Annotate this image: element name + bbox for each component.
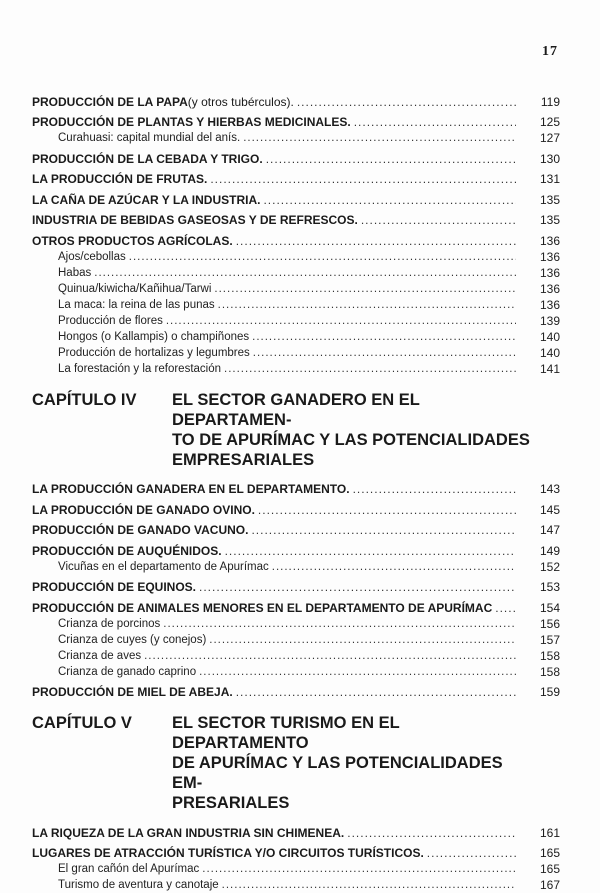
entry-page-number: 152 [539, 559, 560, 574]
entry-title: LA PRODUCCIÓN GANADERA EN EL DEPARTAMENTO. [32, 482, 350, 496]
dot-leader [163, 617, 516, 632]
dot-leader [222, 878, 516, 893]
entry-page-number: 130 [539, 151, 560, 166]
entry-title: PRODUCCIÓN DE LA PAPA [32, 94, 188, 109]
entry-page-number: 158 [539, 664, 560, 679]
toc-subentry [32, 664, 560, 680]
dot-leader [236, 685, 516, 700]
entry-page-number: 139 [539, 313, 560, 328]
entry-title: Vicuñas en el departamento de Apurímac [58, 560, 269, 573]
entry-page-number: 136 [539, 249, 560, 264]
toc-subentry [32, 329, 560, 345]
entry-page-number: 140 [539, 329, 560, 344]
entry-title: INDUSTRIA DE BEBIDAS GASEOSAS Y DE REFRESCOS. [32, 213, 358, 227]
toc-subentry [32, 249, 560, 265]
toc-entry [32, 167, 560, 188]
dot-leader [94, 266, 516, 281]
dot-leader [297, 95, 516, 110]
entry-title: LA RIQUEZA DE LA GRAN INDUSTRIA SIN CHIMENEA. [32, 825, 345, 840]
toc-entry [32, 595, 560, 616]
entry-title: LA PRODUCCIÓN DE FRUTAS. [32, 172, 208, 186]
entry-page-number: 131 [539, 172, 560, 186]
dot-leader [243, 131, 516, 146]
toc-entry [32, 820, 560, 841]
dot-leader [354, 115, 516, 130]
entry-page-number: 136 [539, 281, 560, 296]
entry-title-suffix: (y otros tubérculos). [187, 94, 294, 109]
entry-page-number: 135 [539, 192, 560, 207]
dot-leader [202, 862, 516, 877]
entry-title: LUGARES DE ATRACCIÓN TURÍSTICA Y/O CIRCUITOS TURÍSTICOS. [32, 846, 424, 860]
toc-entry [32, 228, 560, 249]
entry-page-number: 136 [539, 265, 560, 280]
toc-subentry [32, 616, 560, 632]
dot-leader [199, 665, 516, 680]
entry-page-number: 156 [539, 616, 560, 631]
entry-page-number: 141 [539, 361, 560, 376]
toc-subentry [32, 648, 560, 664]
entry-page-number: 145 [539, 502, 560, 517]
chapter-label: CAPÍTULO IV [32, 390, 137, 409]
dot-leader [144, 649, 516, 664]
entry-page-number: 136 [539, 297, 560, 312]
entry-page-number: 159 [539, 685, 560, 699]
dot-leader [210, 172, 516, 187]
entry-page-number: 154 [539, 600, 560, 615]
toc-entry [32, 538, 560, 559]
dot-leader [361, 213, 516, 228]
dot-leader [166, 314, 516, 329]
entry-title: Curahuasi: capital mundial del anís. [58, 132, 241, 144]
toc-entry [32, 110, 560, 131]
entry-title: LA PRODUCCIÓN DE GANADO OVINO. [32, 502, 255, 517]
entry-title: Crianza de ganado caprino [58, 665, 197, 678]
dot-leader [353, 482, 516, 497]
toc-entry [32, 518, 560, 539]
entry-page-number: 125 [539, 115, 560, 129]
chapter-label: CAPÍTULO V [32, 714, 132, 732]
entry-page-number: 153 [539, 580, 560, 594]
dot-leader [225, 544, 516, 559]
entry-title: Producción de flores [58, 314, 163, 327]
entry-title: LA CAÑA DE AZÚCAR Y LA INDUSTRIA. [32, 192, 261, 207]
entry-page-number: 149 [539, 543, 560, 558]
toc-subentry [32, 130, 560, 146]
entry-title: Crianza de cuyes (y conejos) [58, 633, 207, 646]
entry-title: Habas [58, 266, 92, 279]
entry-page-number: 119 [540, 94, 560, 109]
toc-subentry [32, 265, 560, 281]
dot-leader [199, 580, 516, 595]
dot-leader [129, 250, 516, 265]
chapter-title: EL SECTOR GANADERO EN EL DEPARTAMEN- TO DE APURÍMAC Y LAS POTENCIALIDADES EMPRESARIALES [172, 390, 530, 469]
entry-page-number: 140 [539, 345, 560, 360]
entry-title: La forestación y la reforestación [58, 362, 222, 375]
entry-title: PRODUCCIÓN DE LA CEBADA Y TRIGO. [32, 151, 263, 166]
dot-leader [272, 560, 516, 575]
entry-page-number: 165 [539, 862, 560, 876]
entry-title: PRODUCCIÓN DE MIEL DE ABEJA. [32, 685, 233, 699]
entry-title: PRODUCCIÓN DE ANIMALES MENORES EN EL DEPARTAMENTO DE APURÍMAC [32, 600, 493, 615]
toc-subentry [32, 345, 560, 361]
entry-title: Crianza de porcinos [58, 617, 161, 630]
dot-leader [251, 523, 516, 538]
toc-entry [32, 187, 560, 208]
toc-entry [32, 497, 560, 518]
entry-page-number: 147 [539, 523, 560, 537]
entry-title: Crianza de aves [58, 649, 142, 662]
entry-page-number: 143 [539, 482, 560, 496]
dot-leader [214, 282, 516, 297]
entry-title: Turismo de aventura y canotaje [58, 879, 219, 891]
dot-leader [253, 346, 516, 361]
entry-page-number: 165 [539, 846, 560, 860]
toc-subentry [32, 297, 560, 313]
toc-entry [32, 680, 560, 701]
chapter-heading [32, 713, 560, 813]
toc-entry [32, 146, 560, 167]
toc-subentry [32, 559, 560, 575]
toc-entry [32, 89, 560, 110]
chapter-heading [32, 390, 560, 470]
toc-subentry [32, 281, 560, 297]
page-number: 17 [542, 44, 558, 59]
toc-entry [32, 841, 560, 862]
entry-page-number: 127 [539, 131, 560, 145]
entry-page-number: 161 [539, 825, 560, 840]
entry-page-number: 157 [539, 632, 560, 647]
dot-leader [218, 298, 516, 313]
dot-leader [252, 330, 516, 345]
entry-title: La maca: la reina de las punas [58, 298, 215, 311]
table-of-contents [32, 89, 560, 893]
toc-subentry [32, 632, 560, 648]
entry-title: PRODUCCIÓN DE EQUINOS. [32, 580, 197, 594]
entry-title: Hongos (o Kallampis) o champiñones [58, 330, 250, 343]
entry-title: Ajos/cebollas [58, 250, 126, 263]
entry-title: El gran cañón del Apurímac [58, 863, 200, 875]
entry-page-number: 158 [539, 648, 560, 663]
entry-page-number: 136 [539, 233, 560, 248]
dot-leader [495, 601, 516, 616]
dot-leader [236, 234, 516, 249]
toc-subentry [32, 877, 560, 893]
toc-entry [32, 477, 560, 498]
dot-leader [209, 633, 516, 648]
dot-leader [263, 193, 516, 208]
entry-title: OTROS PRODUCTOS AGRÍCOLAS. [32, 233, 233, 248]
entry-title: PRODUCCIÓN DE GANADO VACUNO. [32, 523, 249, 537]
entry-page-number: 167 [539, 878, 560, 892]
toc-entry [32, 575, 560, 596]
entry-title: PRODUCCIÓN DE AUQUÉNIDOS. [32, 543, 222, 558]
dot-leader [427, 846, 516, 861]
dot-leader [347, 826, 516, 841]
toc-subentry [32, 861, 560, 877]
chapter-title: EL SECTOR TURISMO EN EL DEPARTAMENTO DE APURÍMAC Y LAS POTENCIALIDADES EM- PRESARIALES [172, 714, 503, 812]
dot-leader [224, 362, 516, 377]
dot-leader [258, 503, 516, 518]
entry-title: Producción de hortalizas y legumbres [58, 346, 250, 359]
entry-title: PRODUCCIÓN DE PLANTAS Y HIERBAS MEDICINALES. [32, 115, 351, 129]
toc-subentry [32, 313, 560, 329]
dot-leader [266, 152, 516, 167]
entry-title: Quinua/kiwicha/Kañihua/Tarwi [58, 282, 212, 295]
entry-page-number: 135 [539, 213, 560, 227]
toc-entry [32, 208, 560, 229]
toc-subentry [32, 361, 560, 377]
